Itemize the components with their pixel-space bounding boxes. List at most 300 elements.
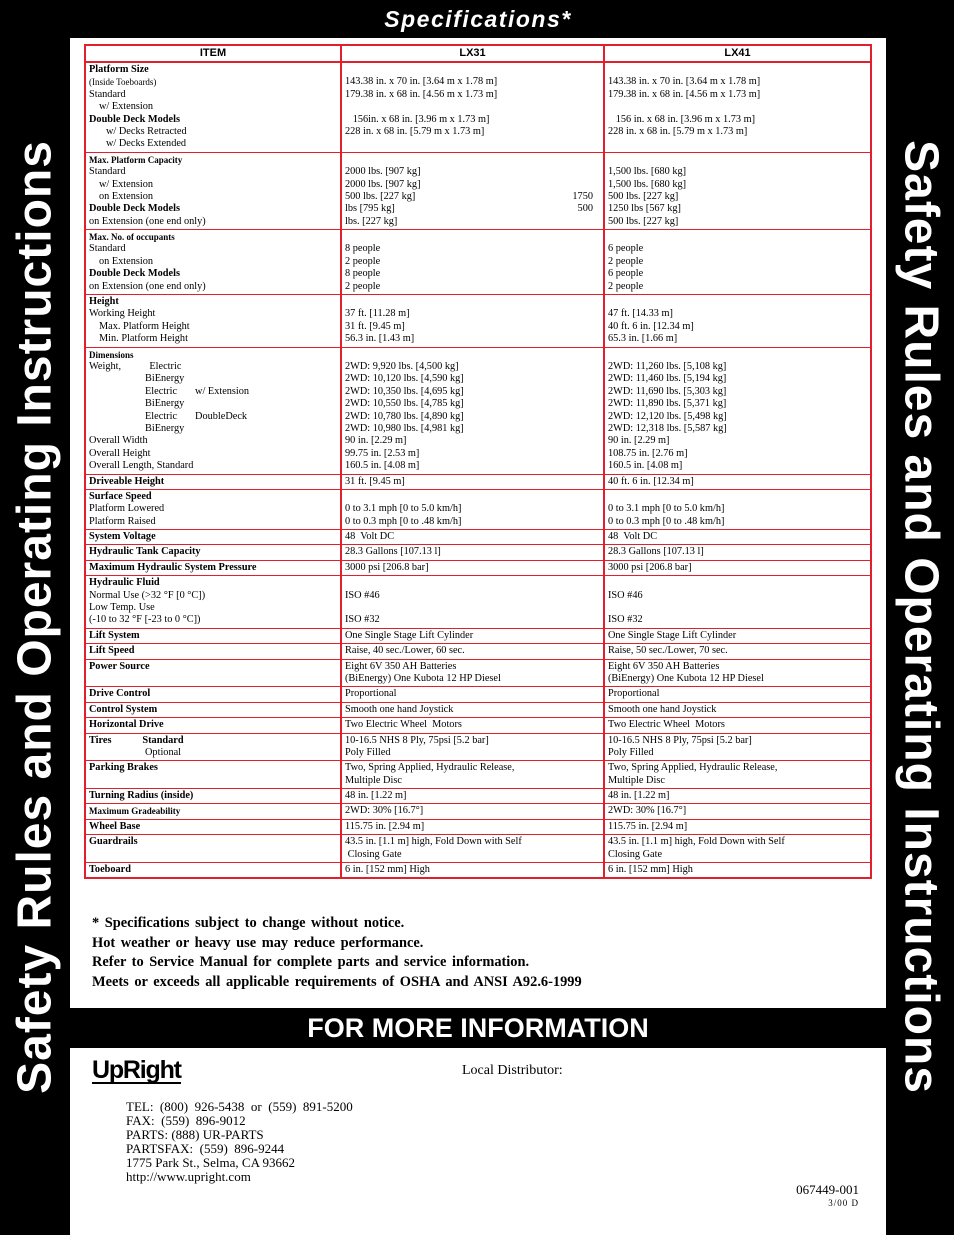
item-label: on Extension	[99, 255, 154, 267]
lx31-value: 31 ft. [9.45 m]	[345, 475, 405, 487]
table-row	[85, 530, 871, 545]
more-info-title: FOR MORE INFORMATION	[307, 1012, 649, 1043]
lx31-value: 6 in. [152 mm] High	[345, 864, 430, 876]
lx31-value	[345, 602, 601, 614]
lx31-right-value	[572, 166, 593, 178]
lx31-value: Poly Filled	[345, 746, 391, 758]
item-label: BiEnergy	[145, 422, 185, 434]
item-label: Optional	[145, 746, 182, 758]
lx31-value	[345, 231, 601, 243]
item-cell	[85, 474, 341, 489]
lx41-cell	[604, 761, 871, 789]
lx41-value: Multiple Disc	[608, 774, 665, 786]
lx31-right-value: 1750	[572, 190, 593, 202]
lx41-cell	[604, 718, 871, 733]
lx31-right-value: 500	[577, 203, 593, 215]
item-cell	[85, 230, 341, 295]
item-label: Electric DoubleDeck	[145, 410, 248, 422]
lx41-value: 2WD: 12,318 lbs. [5,587 kg]	[608, 422, 727, 434]
lx31-cell	[341, 819, 604, 834]
contact-fax: FAX: (559) 896-9012	[126, 1113, 246, 1128]
lx41-value: 2WD: 11,260 lbs. [5,108 kg]	[608, 360, 727, 372]
lx31-value: 0 to 3.1 mph [0 to 5.0 km/h]	[345, 503, 462, 515]
item-label: Overall Height	[89, 447, 151, 459]
specifications-page	[70, 38, 886, 1008]
item-cell	[85, 733, 341, 761]
lx31-value: 8 people	[345, 243, 381, 255]
lx41-value: ISO #32	[608, 614, 643, 626]
lx41-value: ISO #46	[608, 589, 643, 601]
item-cell	[85, 804, 341, 819]
lx31-value: 10-16.5 NHS 8 Ply, 75psi [5.2 bar]	[345, 734, 489, 746]
lx41-value: 2WD: 12,120 lbs. [5,498 kg]	[608, 410, 727, 422]
table-row	[85, 576, 871, 629]
lx31-value: 2000 lbs. [907 kg]	[345, 178, 421, 190]
lx41-cell	[604, 295, 871, 348]
lx31-cell	[341, 718, 604, 733]
lx31-value: 2000 lbs. [907 kg]	[345, 166, 421, 178]
item-label: Height	[89, 296, 119, 308]
lx41-value: 40 ft. 6 in. [12.34 m]	[608, 320, 694, 332]
contact-parts-fax: PARTSFAX: (559) 896-9244	[126, 1141, 285, 1156]
lx41-value: 10-16.5 NHS 8 Ply, 75psi [5.2 bar]	[608, 734, 752, 746]
lx31-value: 2 people	[345, 255, 381, 267]
lx31-value: Multiple Disc	[345, 774, 402, 786]
contact-block	[126, 1100, 353, 1184]
lx31-value: Closing Gate	[345, 848, 402, 860]
lx31-right-value	[572, 216, 593, 228]
lx31-value: 37 ft. [11.28 m]	[345, 308, 410, 320]
right-side-banner	[886, 0, 954, 1235]
lx31-value: 2WD: 9,920 lbs. [4,500 kg]	[345, 360, 459, 372]
lx31-value: ISO #46	[345, 589, 380, 601]
lx41-cell	[604, 804, 871, 819]
lx31-value: 156in. x 68 in. [3.96 m x 1.73 m]	[345, 113, 490, 125]
item-label: Low Temp. Use	[89, 602, 155, 614]
lx31-cell	[341, 702, 604, 717]
lx41-cell	[604, 659, 871, 687]
lx41-value: 65.3 in. [1.66 m]	[608, 333, 678, 345]
item-label: Double Deck Models	[89, 268, 180, 280]
right-side-title: Safety Rules and Operating Instructions	[894, 140, 948, 1094]
lx31-cell	[341, 545, 604, 560]
note-line: Hot weather or heavy use may reduce performance.	[92, 934, 424, 951]
item-label: BiEnergy	[145, 398, 185, 410]
item-cell	[85, 545, 341, 560]
lx41-value	[608, 349, 868, 361]
item-cell	[85, 835, 341, 863]
item-label: Platform Lowered	[89, 503, 165, 515]
item-label: Working Height	[89, 308, 156, 320]
lx41-cell	[604, 576, 871, 629]
item-label: Toeboard	[89, 864, 131, 876]
table-row	[85, 761, 871, 789]
item-label: Overall Length, Standard	[89, 460, 194, 472]
lx41-value: 2 people	[608, 255, 644, 267]
lx41-value: 6 people	[608, 243, 644, 255]
lx31-cell	[341, 835, 604, 863]
more-info-band	[70, 1008, 886, 1048]
lx31-value: 90 in. [2.29 m]	[345, 435, 407, 447]
lx31-value	[345, 64, 601, 76]
item-label: BiEnergy	[145, 373, 185, 385]
lx41-cell	[604, 347, 871, 474]
item-label: w/ Extension	[99, 101, 154, 113]
table-row	[85, 659, 871, 687]
lx31-cell	[341, 863, 604, 879]
lx41-value: (BiEnergy) One Kubota 12 HP Diesel	[608, 672, 764, 684]
lx41-value: 0 to 3.1 mph [0 to 5.0 km/h]	[608, 503, 725, 515]
table-row	[85, 819, 871, 834]
item-label: Max. Platform Height	[99, 320, 190, 332]
item-label: Power Source	[89, 660, 150, 672]
table-row	[85, 687, 871, 702]
document-number: 067449-001	[796, 1182, 859, 1197]
specifications-table	[84, 44, 872, 879]
lx31-value: 48 in. [1.22 m]	[345, 790, 407, 802]
lx31-value	[345, 349, 601, 361]
item-label: Maximum Hydraulic System Pressure	[89, 561, 257, 573]
item-label: Standard	[89, 166, 126, 178]
lx41-value: Proportional	[608, 688, 660, 700]
contact-parts: PARTS: (888) UR-PARTS	[126, 1127, 264, 1142]
item-cell	[85, 819, 341, 834]
lx31-value: 2WD: 10,980 lbs. [4,981 kg]	[345, 422, 464, 434]
item-label: Weight, Electric	[89, 360, 182, 372]
lx41-value: Smooth one hand Joystick	[608, 703, 717, 715]
lx31-value: 160.5 in. [4.08 m]	[345, 460, 420, 472]
lx41-value: Two, Spring Applied, Hydraulic Release,	[608, 762, 778, 774]
lx41-value	[608, 154, 868, 166]
lx41-value: 500 lbs. [227 kg]	[608, 190, 679, 202]
lx41-value	[608, 296, 868, 308]
lx41-cell	[604, 835, 871, 863]
lx41-value: 43.5 in. [1.1 m] high, Fold Down with Self	[608, 836, 785, 848]
table-row	[85, 702, 871, 717]
table-row	[85, 474, 871, 489]
table-row	[85, 489, 871, 529]
lx31-value: 2WD: 10,550 lbs. [4,785 kg]	[345, 398, 464, 410]
item-cell	[85, 489, 341, 529]
footer	[70, 1048, 886, 1235]
table-row	[85, 347, 871, 474]
lx31-right-value	[572, 179, 593, 191]
lx41-value: 1250 lbs [567 kg]	[608, 203, 681, 215]
item-label: Double Deck Models	[89, 203, 180, 215]
document-date: 3/00 D	[828, 1198, 859, 1208]
lx41-cell	[604, 687, 871, 702]
item-cell	[85, 628, 341, 643]
item-label: (-10 to 32 °F [-23 to 0 °C])	[89, 614, 201, 626]
lx41-cell	[604, 702, 871, 717]
item-label: on Extension	[99, 190, 154, 202]
item-cell	[85, 295, 341, 348]
item-label: Overall Width	[89, 435, 148, 447]
lx41-cell	[604, 545, 871, 560]
item-cell	[85, 702, 341, 717]
lx41-value: 48 in. [1.22 m]	[608, 790, 670, 802]
lx31-cell	[341, 347, 604, 474]
table-row	[85, 628, 871, 643]
lx31-value: 2WD: 10,350 lbs. [4,695 kg]	[345, 385, 464, 397]
specifications-title: Specifications*	[384, 5, 572, 32]
table-row	[85, 644, 871, 659]
lx41-value	[608, 491, 868, 503]
lx31-cell	[341, 761, 604, 789]
lx41-cell	[604, 62, 871, 152]
lx31-cell	[341, 230, 604, 295]
item-label: Hydraulic Tank Capacity	[89, 546, 201, 558]
lx31-cell	[341, 62, 604, 152]
lx41-value	[608, 577, 868, 589]
table-header-row	[85, 45, 871, 62]
item-cell	[85, 863, 341, 879]
item-cell	[85, 687, 341, 702]
item-label: Dimensions	[89, 349, 134, 360]
lx31-value: 56.3 in. [1.43 m]	[345, 333, 415, 345]
notes-block	[92, 914, 582, 992]
lx31-value: 3000 psi [206.8 bar]	[345, 561, 429, 573]
item-label: Min. Platform Height	[99, 333, 188, 345]
lx41-value: 2WD: 11,890 lbs. [5,371 kg]	[608, 398, 727, 410]
lx31-right-values	[572, 154, 593, 228]
local-distributor-label: Local Distributor:	[462, 1063, 563, 1078]
item-label: Control System	[89, 703, 158, 715]
lx41-value: Two Electric Wheel Motors	[608, 719, 725, 731]
lx31-cell	[341, 530, 604, 545]
lx31-cell	[341, 152, 604, 229]
lx31-value: Proportional	[345, 688, 397, 700]
lx41-cell	[604, 863, 871, 879]
lx31-value: 31 ft. [9.45 m]	[345, 320, 405, 332]
lx31-value: ISO #32	[345, 614, 380, 626]
item-label: Maximum Gradeability	[89, 806, 181, 817]
lx41-cell	[604, 644, 871, 659]
table-row	[85, 789, 871, 804]
lx31-value: 500 lbs. [227 kg]	[345, 190, 416, 202]
lx41-value: 1,500 lbs. [680 kg]	[608, 178, 687, 190]
lx31-cell	[341, 659, 604, 687]
lx31-right-value	[572, 154, 593, 166]
lx31-value: lbs. [227 kg]	[345, 215, 398, 227]
lx41-value	[608, 231, 868, 243]
lx31-value	[345, 296, 601, 308]
lx41-value: 143.38 in. x 70 in. [3.64 m x 1.78 m]	[608, 76, 761, 88]
lx31-value: Two, Spring Applied, Hydraulic Release,	[345, 762, 515, 774]
lx41-value: Closing Gate	[608, 848, 663, 860]
lx31-value: 179.38 in. x 68 in. [4.56 m x 1.73 m]	[345, 88, 498, 100]
lx41-value: 115.75 in. [2.94 m]	[608, 820, 688, 832]
lx41-value: 0 to 0.3 mph [0 to .48 km/h]	[608, 515, 725, 527]
lx41-cell	[604, 628, 871, 643]
lx31-value: 48 Volt DC	[345, 531, 395, 543]
lx31-value	[345, 101, 601, 113]
lx41-value: One Single Stage Lift Cylinder	[608, 629, 737, 641]
lx41-cell	[604, 789, 871, 804]
lx31-cell	[341, 789, 604, 804]
lx41-cell	[604, 489, 871, 529]
lx41-cell	[604, 530, 871, 545]
lx41-cell	[604, 560, 871, 575]
lx31-cell	[341, 489, 604, 529]
item-cell	[85, 576, 341, 629]
lx31-value: 28.3 Gallons [107.13 l]	[345, 546, 441, 558]
item-label: Wheel Base	[89, 820, 141, 832]
lx31-value	[345, 154, 601, 166]
item-cell	[85, 659, 341, 687]
item-label: Platform Raised	[89, 515, 156, 527]
table-row	[85, 560, 871, 575]
lx41-value	[608, 602, 868, 614]
table-row	[85, 230, 871, 295]
table-row	[85, 295, 871, 348]
note-line: * Specifications subject to change without notice.	[92, 915, 405, 931]
lx41-value: 47 ft. [14.33 m]	[608, 308, 673, 320]
lx31-cell	[341, 576, 604, 629]
item-label: Platform Size	[89, 64, 149, 75]
lx41-value: 2 people	[608, 280, 644, 292]
lx41-value: 2WD: 11,690 lbs. [5,303 kg]	[608, 385, 727, 397]
table-row	[85, 733, 871, 761]
item-label: on Extension (one end only)	[89, 280, 206, 292]
item-label: Hydraulic Fluid	[89, 577, 160, 589]
item-label: Horizontal Drive	[89, 719, 164, 731]
lx31-cell	[341, 474, 604, 489]
column-header-lx41: LX41	[604, 45, 871, 62]
lx31-cell	[341, 560, 604, 575]
item-label: Lift Speed	[89, 645, 135, 657]
item-cell	[85, 62, 341, 152]
table-row	[85, 152, 871, 229]
lx31-value	[345, 491, 601, 503]
item-label: Turning Radius (inside)	[89, 790, 194, 802]
item-label: System Voltage	[89, 531, 156, 543]
lx31-value: 2WD: 10,120 lbs. [4,590 kg]	[345, 373, 464, 385]
item-label: Double Deck Models	[89, 113, 180, 125]
left-side-banner	[0, 0, 70, 1235]
column-header-lx31: LX31	[341, 45, 604, 62]
item-cell	[85, 718, 341, 733]
lx41-value: 160.5 in. [4.08 m]	[608, 460, 683, 472]
lx31-value: 2WD: 30% [16.7°]	[345, 805, 424, 817]
item-label: Max. Platform Capacity	[89, 154, 183, 165]
lx31-value: 0 to 0.3 mph [0 to .48 km/h]	[345, 515, 462, 527]
table-row	[85, 804, 871, 819]
lx41-value: Poly Filled	[608, 746, 654, 758]
table-row	[85, 718, 871, 733]
lx31-value: Raise, 40 sec./Lower, 60 sec.	[345, 645, 465, 657]
lx31-value: 143.38 in. x 70 in. [3.64 m x 1.78 m]	[345, 76, 498, 88]
lx41-value: 90 in. [2.29 m]	[608, 435, 670, 447]
lx31-cell	[341, 628, 604, 643]
lx41-value: 179.38 in. x 68 in. [4.56 m x 1.73 m]	[608, 88, 761, 100]
lx31-value: 115.75 in. [2.94 m]	[345, 820, 425, 832]
lx31-value: Smooth one hand Joystick	[345, 703, 454, 715]
lx41-value	[608, 64, 868, 76]
item-label: Driveable Height	[89, 475, 165, 487]
lx31-value: 99.75 in. [2.53 m]	[345, 447, 420, 459]
item-cell	[85, 761, 341, 789]
lx41-value: 28.3 Gallons [107.13 l]	[608, 546, 704, 558]
item-label: Guardrails	[89, 836, 138, 848]
item-cell	[85, 789, 341, 804]
lx31-cell	[341, 804, 604, 819]
lx41-value: Eight 6V 350 AH Batteries	[608, 660, 720, 672]
item-cell	[85, 347, 341, 474]
item-label: (Inside Toeboards)	[89, 77, 157, 88]
item-label: Tires Standard	[89, 734, 184, 746]
lx31-value: (BiEnergy) One Kubota 12 HP Diesel	[345, 672, 501, 684]
upright-logo: UpRight	[92, 1056, 181, 1084]
contact-address: 1775 Park St., Selma, CA 93662	[126, 1155, 296, 1170]
lx31-value: One Single Stage Lift Cylinder	[345, 629, 474, 641]
item-label: Parking Brakes	[89, 762, 158, 774]
item-label: Normal Use (>32 °F [0 °C])	[89, 589, 206, 601]
lx41-value: 500 lbs. [227 kg]	[608, 215, 679, 227]
column-header-item: ITEM	[85, 45, 341, 62]
item-label: Max. No. of occupants	[89, 232, 175, 243]
lx31-value: 2 people	[345, 280, 381, 292]
item-label: Electric w/ Extension	[145, 385, 250, 397]
lx41-value: 48 Volt DC	[608, 531, 658, 543]
note-line: Meets or exceeds all applicable requirements of OSHA and ANSI A92.6-1999	[92, 973, 582, 990]
item-label: w/ Decks Extended	[106, 138, 187, 150]
lx31-cell	[341, 295, 604, 348]
lx41-value: 228 in. x 68 in. [5.79 m x 1.73 m]	[608, 125, 748, 137]
lx31-value	[345, 577, 601, 589]
item-cell	[85, 644, 341, 659]
contact-website-link[interactable]: http://www.upright.com	[126, 1169, 251, 1184]
item-label: Lift System	[89, 629, 140, 641]
item-label: Standard	[89, 243, 126, 255]
item-label: Drive Control	[89, 688, 151, 700]
lx31-value: 2WD: 10,780 lbs. [4,890 kg]	[345, 410, 464, 422]
lx31-value: 43.5 in. [1.1 m] high, Fold Down with Self	[345, 836, 522, 848]
lx31-cell	[341, 733, 604, 761]
note-line: Refer to Service Manual for complete parts and service information.	[92, 954, 530, 970]
item-cell	[85, 530, 341, 545]
item-label: Standard	[89, 88, 126, 100]
lx41-value: 2WD: 30% [16.7°]	[608, 805, 687, 817]
lx41-cell	[604, 819, 871, 834]
lx31-value: 8 people	[345, 268, 381, 280]
lx31-cell	[341, 644, 604, 659]
table-row	[85, 62, 871, 152]
lx41-cell	[604, 474, 871, 489]
lx41-cell	[604, 733, 871, 761]
lx41-value: 1,500 lbs. [680 kg]	[608, 166, 687, 178]
contact-phone: TEL: (800) 926-5438 or (559) 891-5200	[126, 1099, 353, 1114]
lx41-value	[608, 101, 868, 113]
item-label: w/ Decks Retracted	[106, 125, 187, 137]
item-label: on Extension (one end only)	[89, 215, 206, 227]
specifications-header	[70, 0, 886, 38]
lx31-value: 228 in. x 68 in. [5.79 m x 1.73 m]	[345, 125, 485, 137]
lx41-cell	[604, 152, 871, 229]
lx41-value: 3000 psi [206.8 bar]	[608, 561, 692, 573]
lx41-value: Raise, 50 sec./Lower, 70 sec.	[608, 645, 728, 657]
lx31-value: Eight 6V 350 AH Batteries	[345, 660, 457, 672]
table-body	[85, 62, 871, 878]
table-row	[85, 835, 871, 863]
lx41-value: 40 ft. 6 in. [12.34 m]	[608, 475, 694, 487]
lx41-value: 2WD: 11,460 lbs. [5,194 kg]	[608, 373, 727, 385]
item-cell	[85, 152, 341, 229]
lx41-value: 6 in. [152 mm] High	[608, 864, 693, 876]
lx41-value: 6 people	[608, 268, 644, 280]
lx41-value: 108.75 in. [2.76 m]	[608, 447, 688, 459]
item-cell	[85, 560, 341, 575]
